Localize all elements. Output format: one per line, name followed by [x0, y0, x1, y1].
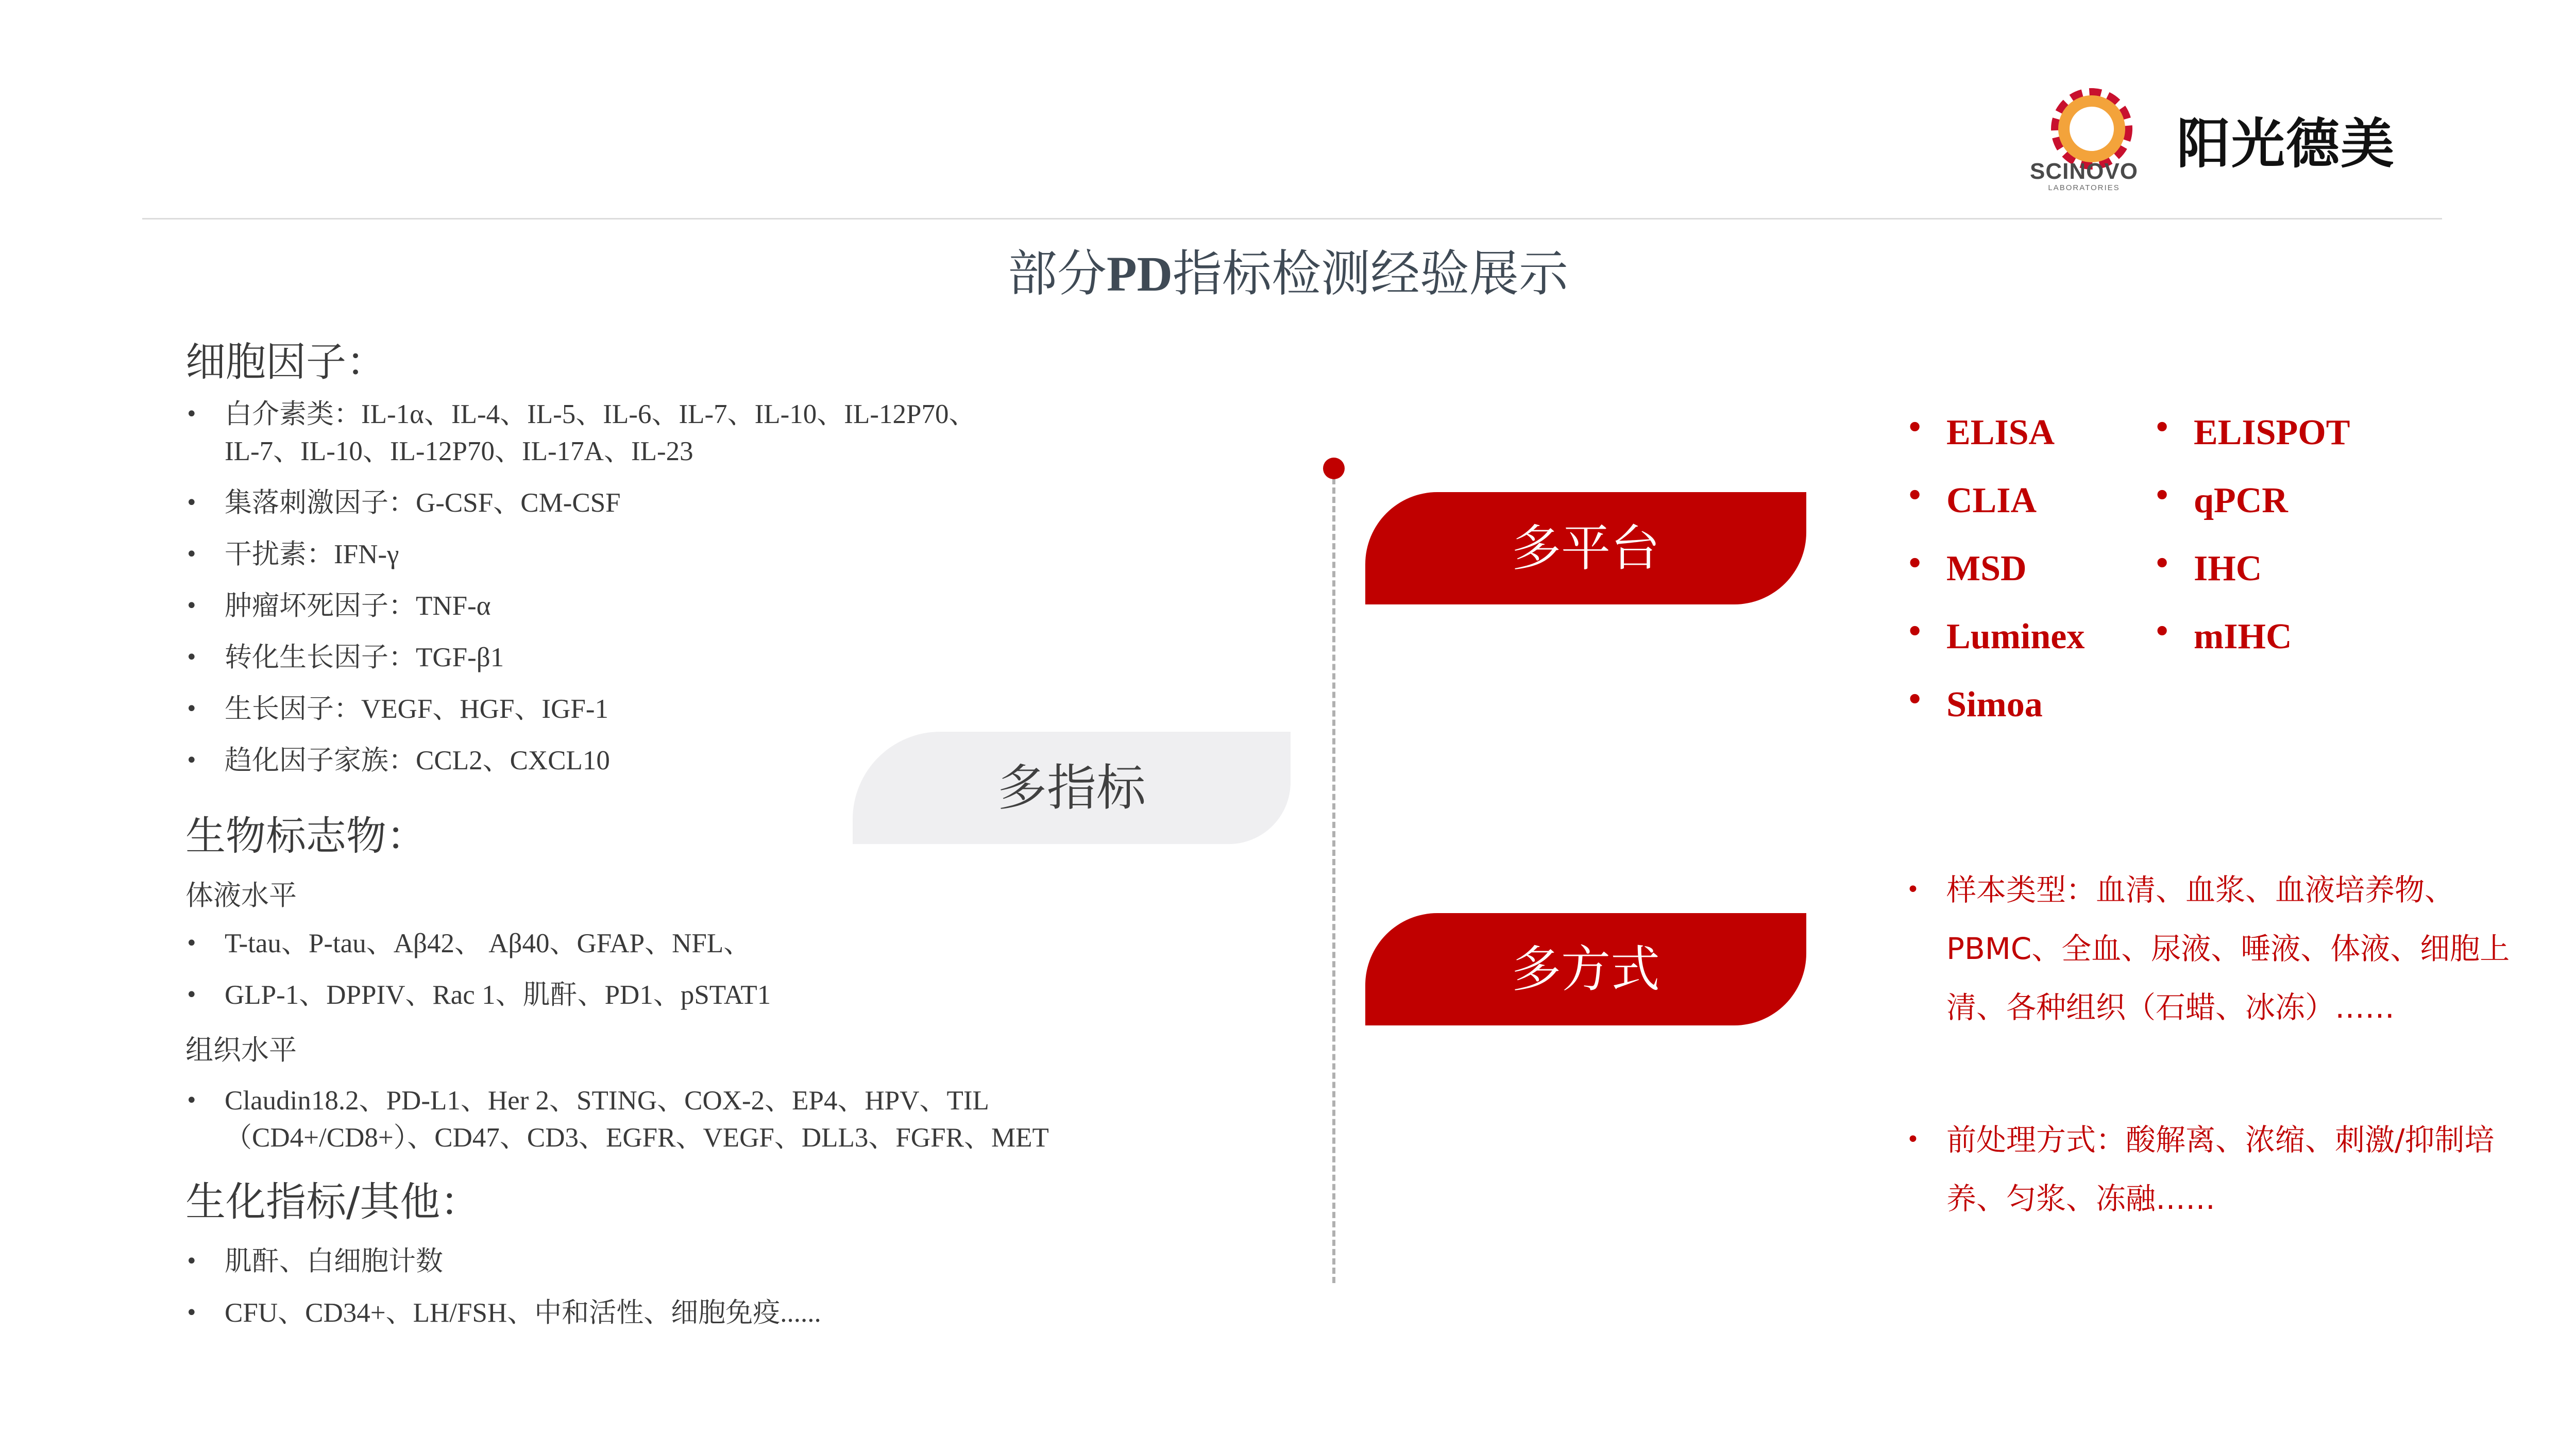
bullet-icon: •: [1906, 548, 1924, 579]
method-item-text: 样本类型：血清、血浆、血液培养物、PBMC、全血、尿液、唾液、体液、细胞上清、各种组织（石蜡、冰冻）……: [1946, 872, 2510, 1025]
platform-name: mIHC: [2194, 617, 2292, 656]
list-item: [185, 1294, 1216, 1332]
bullet-icon: •: [185, 543, 198, 566]
logo-wordmark: SCINOVO: [2030, 159, 2138, 184]
bullet-icon: •: [185, 594, 198, 618]
method-item: [1906, 1110, 2545, 1228]
multi-method-tab: [1365, 913, 1806, 1025]
platform-name: ELISPOT: [2194, 413, 2350, 452]
multi-indicator-label: 多指标: [997, 759, 1146, 817]
bullet-icon: •: [1906, 412, 1924, 443]
biochem-heading: 生化指标/其他：: [185, 1179, 481, 1225]
list-item-text: 干扰素：IFN-γ: [225, 540, 399, 569]
platform-item: [1906, 480, 2037, 521]
platform-item: [2154, 480, 2288, 521]
platform-item: [1906, 684, 2043, 726]
logo-subtitle: LABORATORIES: [2048, 183, 2120, 192]
tissue-label: 组织水平: [185, 1034, 297, 1066]
bullet-icon: •: [1906, 877, 1920, 903]
title-part-3: 指标检测经验展示: [1172, 245, 1568, 302]
list-item-text: 趋化因子家族：CCL2、CXCL10: [225, 746, 610, 776]
list-item: [185, 396, 989, 470]
multi-platform-tab: [1365, 492, 1806, 604]
list-item: [185, 690, 1216, 728]
list-item: [185, 1243, 1216, 1280]
list-item-text: 白介素类：IL-1α、IL-4、IL-5、IL-6、IL-7、IL-10、IL-12P70、IL-7、IL-10、IL-12P70、IL-17A、IL-23: [225, 399, 976, 466]
list-item: [185, 536, 1216, 573]
bullet-icon: •: [185, 749, 198, 772]
list-item: [185, 484, 1216, 521]
list-item: [185, 1082, 1195, 1156]
platform-item: [2154, 548, 2262, 589]
multi-indicator-tab: [853, 732, 1291, 844]
list-item: [185, 925, 1216, 962]
timeline-dot-icon: [1323, 458, 1345, 479]
list-item: [185, 976, 1216, 1014]
list-item: [185, 587, 1216, 625]
list-item-text: 转化生长因子：TGF-β1: [225, 643, 504, 672]
platform-name: Luminex: [1946, 617, 2085, 656]
bullet-icon: •: [185, 402, 198, 426]
platform-name: IHC: [2194, 549, 2262, 588]
bullet-icon: •: [1906, 616, 1924, 647]
bullet-icon: •: [185, 983, 198, 1007]
platform-item: [1906, 412, 2055, 453]
bullet-icon: •: [185, 1089, 198, 1113]
cytokines-heading: 细胞因子：: [185, 339, 387, 385]
list-item-text: 肿瘤坏死因子：TNF-α: [225, 591, 491, 621]
body-fluid-label: 体液水平: [185, 879, 297, 912]
platform-name: qPCR: [2194, 481, 2288, 520]
bullet-icon: •: [2154, 616, 2171, 647]
platform-item: [2154, 616, 2292, 658]
platform-name: CLIA: [1946, 481, 2037, 520]
page-title: [0, 234, 2576, 305]
method-item: [1906, 861, 2545, 1037]
biomarkers-heading: 生物标志物：: [185, 813, 427, 860]
title-part-1: 部分: [1008, 245, 1107, 302]
list-item-text: 集落刺激因子：G-CSF、CM-CSF: [225, 488, 621, 518]
timeline-dashed-line: [1332, 469, 1335, 1283]
brand-name: 阳光德美: [2177, 112, 2396, 175]
bullet-icon: •: [1906, 1126, 1920, 1153]
bullet-icon: •: [185, 932, 198, 955]
list-item-text: T-tau、P-tau、Aβ42、 Aβ40、GFAP、NFL、: [225, 929, 751, 958]
bullet-icon: •: [185, 1250, 198, 1273]
platform-name: MSD: [1946, 549, 2027, 588]
bullet-icon: •: [1906, 684, 1924, 715]
method-item-text: 前处理方式：酸解离、浓缩、刺激/抑制培养、匀浆、冻融……: [1946, 1122, 2495, 1216]
list-item-text: 生长因子：VEGF、HGF、IGF-1: [225, 694, 608, 724]
list-item-text: GLP-1、DPPIV、Rac 1、肌酐、PD1、pSTAT1: [225, 980, 771, 1010]
platform-item: [1906, 616, 2084, 658]
list-item-text: CFU、CD34+、LH/FSH、中和活性、细胞免疫......: [225, 1298, 821, 1328]
platform-item: [2154, 412, 2350, 453]
multi-method-label: 多方式: [1512, 940, 1660, 998]
header-divider: [142, 218, 2442, 220]
platform-name: Simoa: [1946, 685, 2043, 724]
multi-platform-label: 多平台: [1512, 519, 1660, 577]
list-item-text: 肌酐、白细胞计数: [225, 1246, 443, 1276]
bullet-icon: •: [185, 1301, 198, 1325]
bullet-icon: •: [2154, 480, 2171, 511]
bullet-icon: •: [1906, 480, 1924, 511]
bullet-icon: •: [2154, 412, 2171, 443]
platform-item: [1906, 548, 2027, 589]
list-item: [185, 639, 1216, 676]
platform-name: ELISA: [1946, 413, 2055, 452]
list-item-text: Claudin18.2、PD-L1、Her 2、STING、COX-2、EP4、HPV、TIL（CD4+/CD8+）、CD47、CD3、EGFR、VEGF、DLL3、FGFR、MET: [225, 1086, 1049, 1153]
bullet-icon: •: [185, 491, 198, 515]
bullet-icon: •: [2154, 548, 2171, 579]
bullet-icon: •: [185, 697, 198, 721]
title-part-2: PD: [1107, 246, 1173, 301]
bullet-icon: •: [185, 646, 198, 669]
